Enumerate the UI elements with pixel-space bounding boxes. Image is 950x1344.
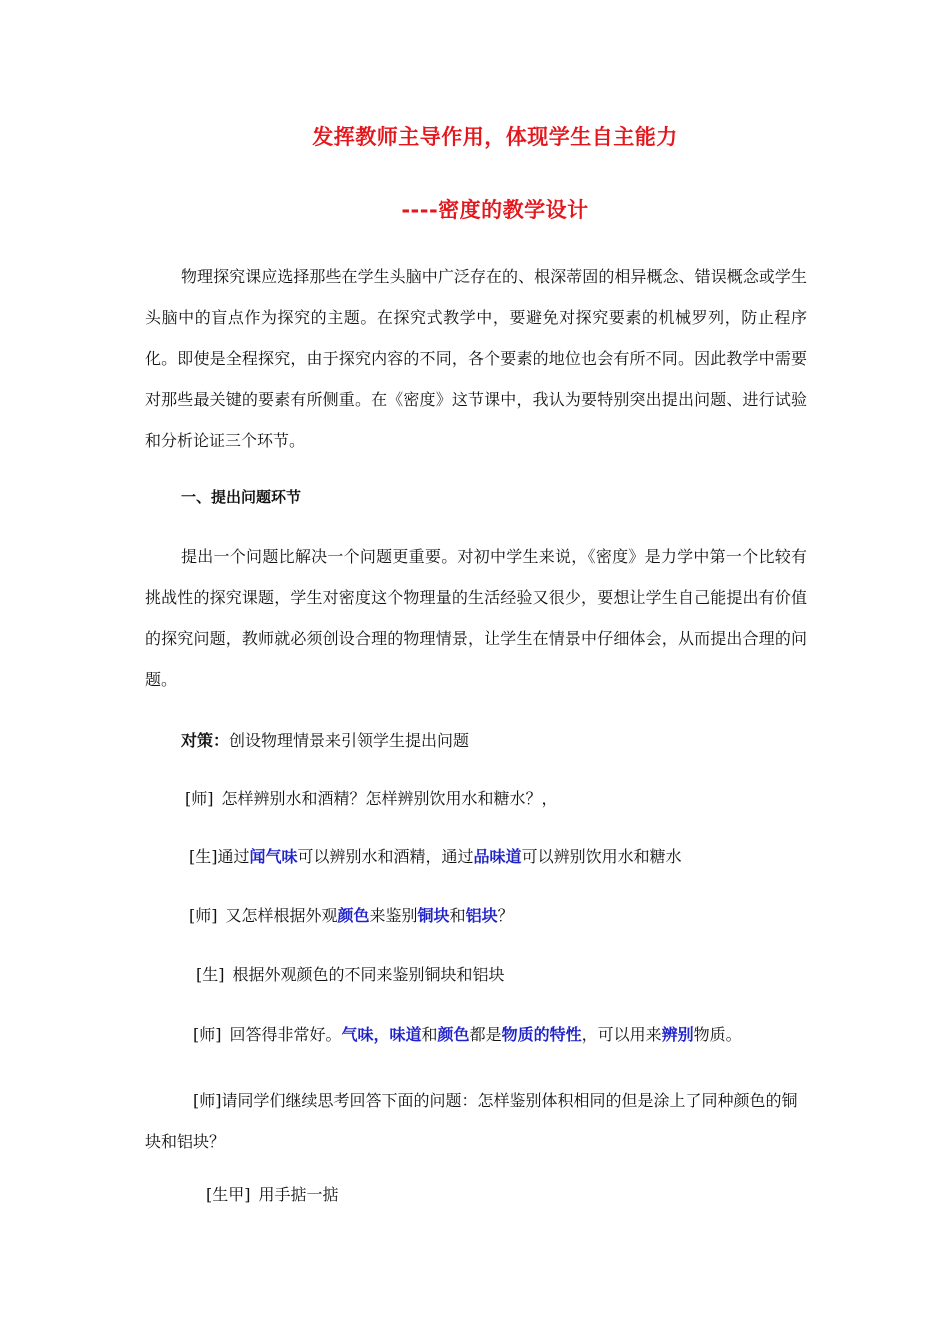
dialogue-text: 都是 bbox=[469, 1025, 502, 1044]
speaker-label: [生] bbox=[196, 965, 225, 984]
highlight-term: 颜色 bbox=[337, 906, 370, 925]
speaker-label: [师] bbox=[193, 1025, 222, 1044]
speaker-label: [生] bbox=[189, 847, 218, 866]
dialogue-text: 用手掂一掂 bbox=[258, 1185, 339, 1204]
document-subtitle: ----密度的教学设计 bbox=[401, 198, 589, 222]
dialogue-line-3 bbox=[189, 903, 514, 926]
dialogue-text: 来鉴别 bbox=[369, 906, 418, 925]
dialogue-line-2 bbox=[189, 844, 682, 867]
dialogue-text: ，可以用来 bbox=[581, 1025, 662, 1044]
highlight-term: 辨别 bbox=[661, 1025, 694, 1044]
speaker-label: [师] bbox=[193, 1091, 222, 1110]
highlight-term: 闻气味 bbox=[249, 847, 298, 866]
dialogue-text: 可以辨别水和酒精，通过 bbox=[297, 847, 474, 866]
dialogue-text: 回答得非常好。 bbox=[229, 1025, 342, 1044]
dialogue-text: 可以辨别饮用水和糖水 bbox=[521, 847, 682, 866]
highlight-term: 物质的特性 bbox=[501, 1025, 582, 1044]
speaker-label: [师] bbox=[189, 906, 218, 925]
dialogue-text: 请同学们继续思考回答下面的问题：怎样鉴别体积相同的但是涂上了同种颜色的铜块和铝块？ bbox=[145, 1091, 798, 1151]
highlight-term: 品味道 bbox=[473, 847, 522, 866]
highlight-term: 铝块 bbox=[465, 906, 498, 925]
highlight-term: 气味，味道 bbox=[341, 1025, 422, 1044]
highlight-term: 颜色 bbox=[437, 1025, 470, 1044]
strategy-label: 对策： bbox=[181, 731, 230, 750]
dialogue-line-5 bbox=[193, 1022, 742, 1045]
strategy-text: 创设物理情景来引领学生提出问题 bbox=[229, 731, 470, 750]
dialogue-text: 通过 bbox=[217, 847, 250, 866]
highlight-term: 铜块 bbox=[417, 906, 450, 925]
dialogue-text: 和 bbox=[449, 906, 466, 925]
intro-paragraph: 物理探究课应选择那些在学生头脑中广泛存在的、根深蒂固的相异概念、错误概念或学生头脑中的盲点作为探究的主题。在探究式教学中，要避免对探究要素的机械罗列，防止程序化。即使是全程探究，由于探究内容的不同，各个要素的地位也会有所不同。因此教学中需要对那些最关键的要素有所侧重。在《密度》这节课中，我认为要特别突出提出问题、进行试验和分析论证三个环节。 bbox=[145, 267, 807, 450]
dialogue-text: 怎样辨别水和酒精？怎样辨别饮用水和糖水？， bbox=[221, 789, 558, 808]
dialogue-line-6 bbox=[145, 1080, 807, 1162]
dialogue-text: ？ bbox=[497, 906, 514, 925]
section-heading: 一、提出问题环节 bbox=[181, 488, 302, 506]
speaker-label: [师] bbox=[185, 789, 214, 808]
dialogue-text: 根据外观颜色的不同来鉴别铜块和铝块 bbox=[232, 965, 505, 984]
dialogue-line-7 bbox=[206, 1182, 339, 1205]
section-paragraph: 提出一个问题比解决一个问题更重要。对初中学生来说，《密度》是力学中第一个比较有挑战性的探究课题，学生对密度这个物理量的生活经验又很少，要想让学生自己能提出有价值的探究问题，教师就必须创设合理的物理情景，让学生在情景中仔细体会，从而提出合理的问题。 bbox=[145, 547, 807, 689]
dialogue-line-1 bbox=[185, 786, 558, 809]
dialogue-text: 物质。 bbox=[693, 1025, 742, 1044]
dialogue-line-4 bbox=[196, 962, 505, 985]
speaker-label: [生甲] bbox=[206, 1185, 251, 1204]
document-title: 发挥教师主导作用，体现学生自主能力 bbox=[312, 125, 678, 149]
dialogue-text: 又怎样根据外观 bbox=[225, 906, 338, 925]
strategy-line bbox=[181, 728, 469, 751]
dialogue-text: 和 bbox=[421, 1025, 438, 1044]
